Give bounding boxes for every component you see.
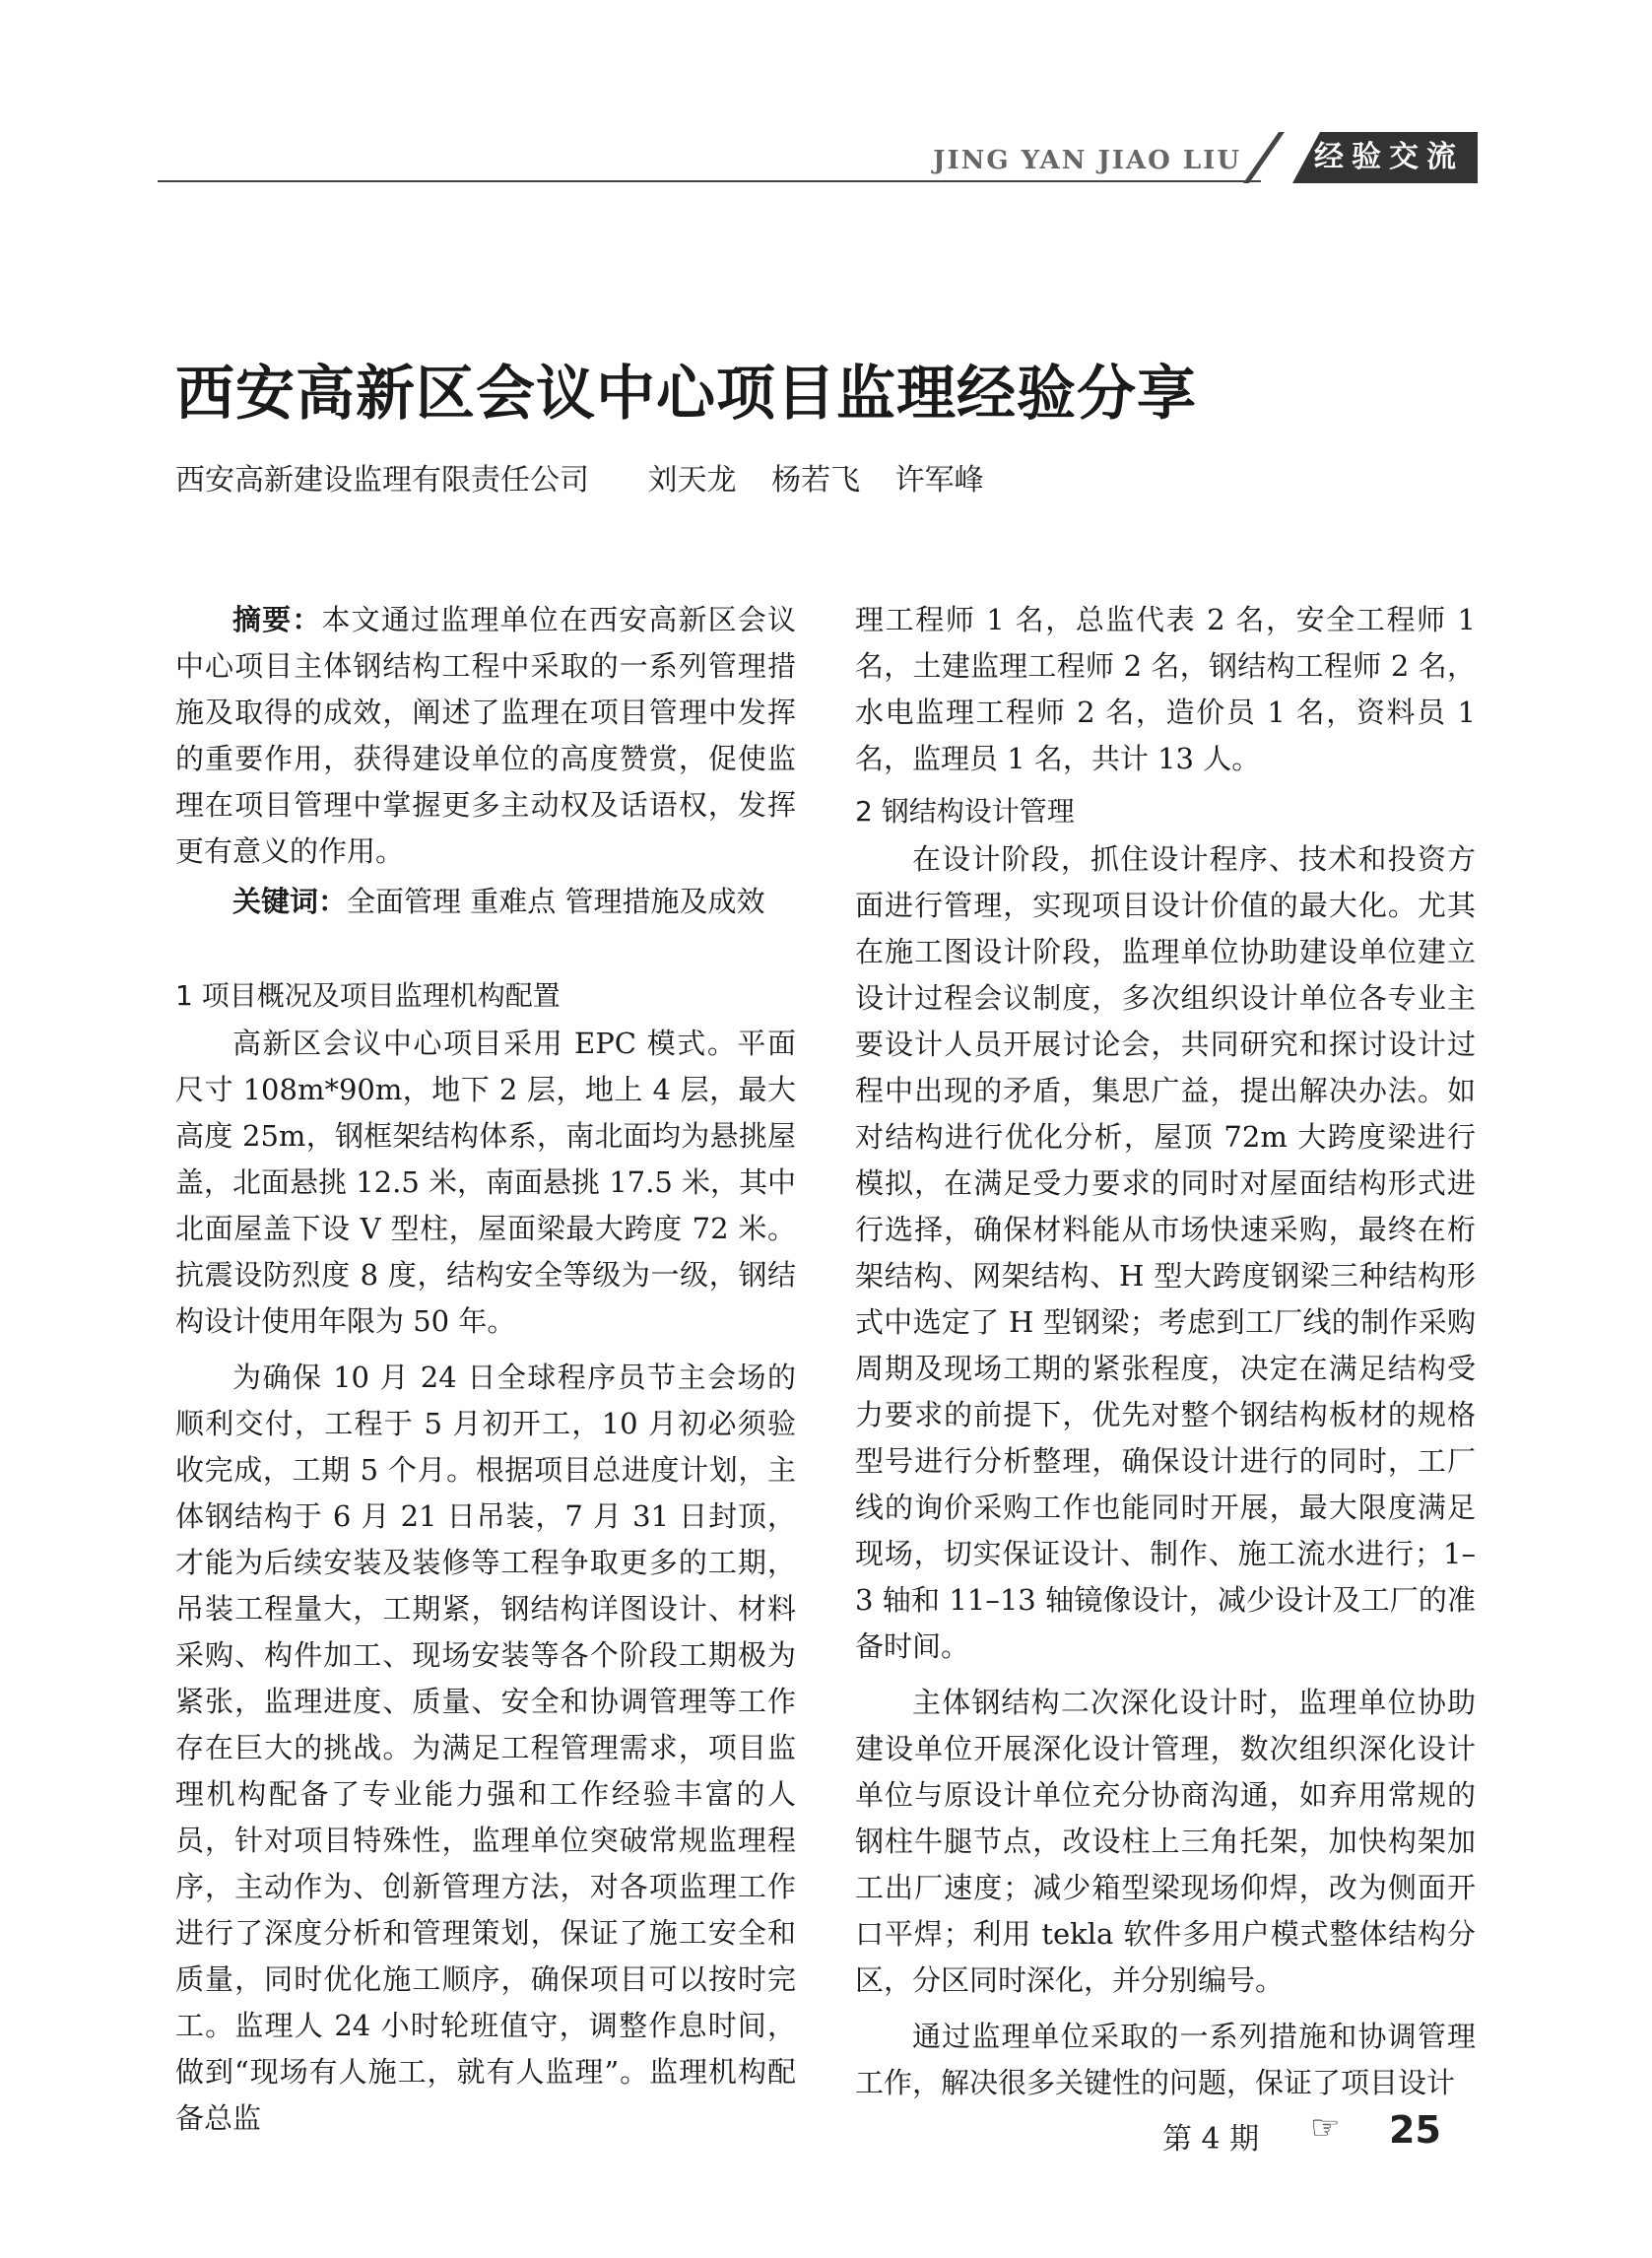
- header-pinyin: JING YAN JIAO LIU: [933, 146, 1241, 175]
- paragraph: 高新区会议中心项目采用 EPC 模式。平面尺寸 108m*90m，地下 2 层，地上 4 层，最大高度 25m，钢框架结构体系，南北面均为悬挑屋盖，北面悬挑 12.5 米，南面悬挑 17.5 米，其中北面屋盖下设 V 型柱，屋面梁最大跨度 72 米。抗震设防烈度 8 度，结构安全等级为一级，钢结构设计使用年限为 50 年。: [175, 1027, 797, 1338]
- author-name: 杨若飞: [771, 463, 861, 498]
- section-heading-2: 2 钢结构设计管理: [855, 795, 1075, 828]
- byline: [175, 455, 1476, 498]
- section-heading-1: 1 项目概况及项目监理机构配置: [175, 979, 561, 1012]
- section-tab: [1241, 130, 1478, 185]
- keywords: [175, 879, 796, 925]
- issue-label: 第 4 期: [1162, 2122, 1260, 2157]
- paragraph-continued: 理工程师 1 名，总监代表 2 名，安全工程师 1 名，土建监理工程师 2 名，钢结构工程师 2 名，水电监理工程师 2 名，造价员 1 名，资料员 1 名，监理员 1 名，共计 13 人。: [855, 603, 1476, 775]
- section-tab-label: 经验交流: [1314, 140, 1464, 174]
- keywords-text: 全面管理 重难点 管理措施及成效: [347, 885, 765, 918]
- author-organization: 西安高新建设监理有限责任公司: [175, 463, 589, 498]
- author-name: 许军峰: [894, 463, 984, 498]
- article-title: 西安高新区会议中心项目监理经验分享: [175, 360, 1197, 429]
- abstract: [175, 597, 796, 875]
- header-rule: [158, 180, 1261, 182]
- keywords-label: 关键词：: [232, 885, 348, 918]
- page-footer: [1162, 2108, 1478, 2158]
- paragraph: 在设计阶段，抓住设计程序、技术和投资方面进行管理，实现项目设计价值的最大化。尤其在施工图设计阶段，监理单位协助建设单位建立设计过程会议制度，多次组织设计单位各专业主要设计人员开展讨论会，共同研究和探讨设计过程中出现的矛盾，集思广益，提出解决办法。如对结构进行优化分析，屋顶 72m 大跨度梁进行模拟，在满足受力要求的同时对屋面结构形式进行选择，确保材料能从市场快速采购，最终在桁架结构、网架结构、H 型大跨度钢梁三种结构形式中选定了 H 型钢梁；考虑到工厂线的制作采购周期及现场工期的紧张程度，决定在满足结构受力要求的前提下，优先对整个钢结构板材的规格型号进行分析整理，确保设计进行的同时，工厂线的询价采购工作也能同时开展，最大限度满足现场，切实保证设计、制作、施工流水进行；1–3 轴和 11–13 轴镜像设计，减少设计及工厂的准备时间。: [855, 842, 1476, 1663]
- paragraph: 为确保 10 月 24 日全球程序员节主会场的顺利交付，工程于 5 月初开工，10 月初必须验收完成，工期 5 个月。根据项目总进度计划，主体钢结构于 6 月 21 日吊装，7 月 31 日封顶，才能为后续安装及装修等工程争取更多的工期，吊装工程量大，工期紧，钢结构详图设计、材料采购、构件加工、现场安装等各个阶段工期极为紧张，监理进度、质量、安全和协调管理等工作存在巨大的挑战。为满足工程管理需求，项目监理机构配备了专业能力强和工作经验丰富的人员，针对项目特殊性，监理单位突破常规监理程序，主动作为、创新管理方法，对各项监理工作进行了深度分析和管理策划，保证了施工安全和质量，同时优化施工顺序，确保项目可以按时完工。监理人 24 小时轮班值守，调整作息时间，做到“现场有人施工，就有人监理”。监理机构配备总监: [175, 1361, 796, 2135]
- paragraph: 主体钢结构二次深化设计时，监理单位协助建设单位开展深化设计管理，数次组织深化设计单位与原设计单位充分协商沟通，如弃用常规的钢柱牛腿节点，改设柱上三角托架，加快构架加工出厂速度；减少箱型梁现场仰焊，改为侧面开口平焊；利用 tekla 软件多用户模式整体结构分区，分区同时深化，并分别编号。: [855, 1686, 1476, 1997]
- pointing-hand-icon: ☞: [1310, 2108, 1341, 2148]
- right-column: [855, 597, 1476, 2106]
- author-name: 刘天龙: [647, 463, 737, 498]
- left-column: [175, 597, 796, 2142]
- abstract-label: 摘要：: [232, 603, 322, 636]
- abstract-text: 本文通过监理单位在西安高新区会议中心项目主体钢结构工程中采取的一系列管理措施及取得的成效，阐述了监理在项目管理中发挥的重要作用，获得建设单位的高度赞赏，促使监理在项目管理中掌握更多主动权及话语权，发挥更有意义的作用。: [175, 603, 796, 868]
- page-number: 25: [1389, 2108, 1441, 2152]
- paragraph: 通过监理单位采取的一系列措施和协调管理工作，解决很多关键性的问题，保证了项目设计: [855, 2020, 1476, 2099]
